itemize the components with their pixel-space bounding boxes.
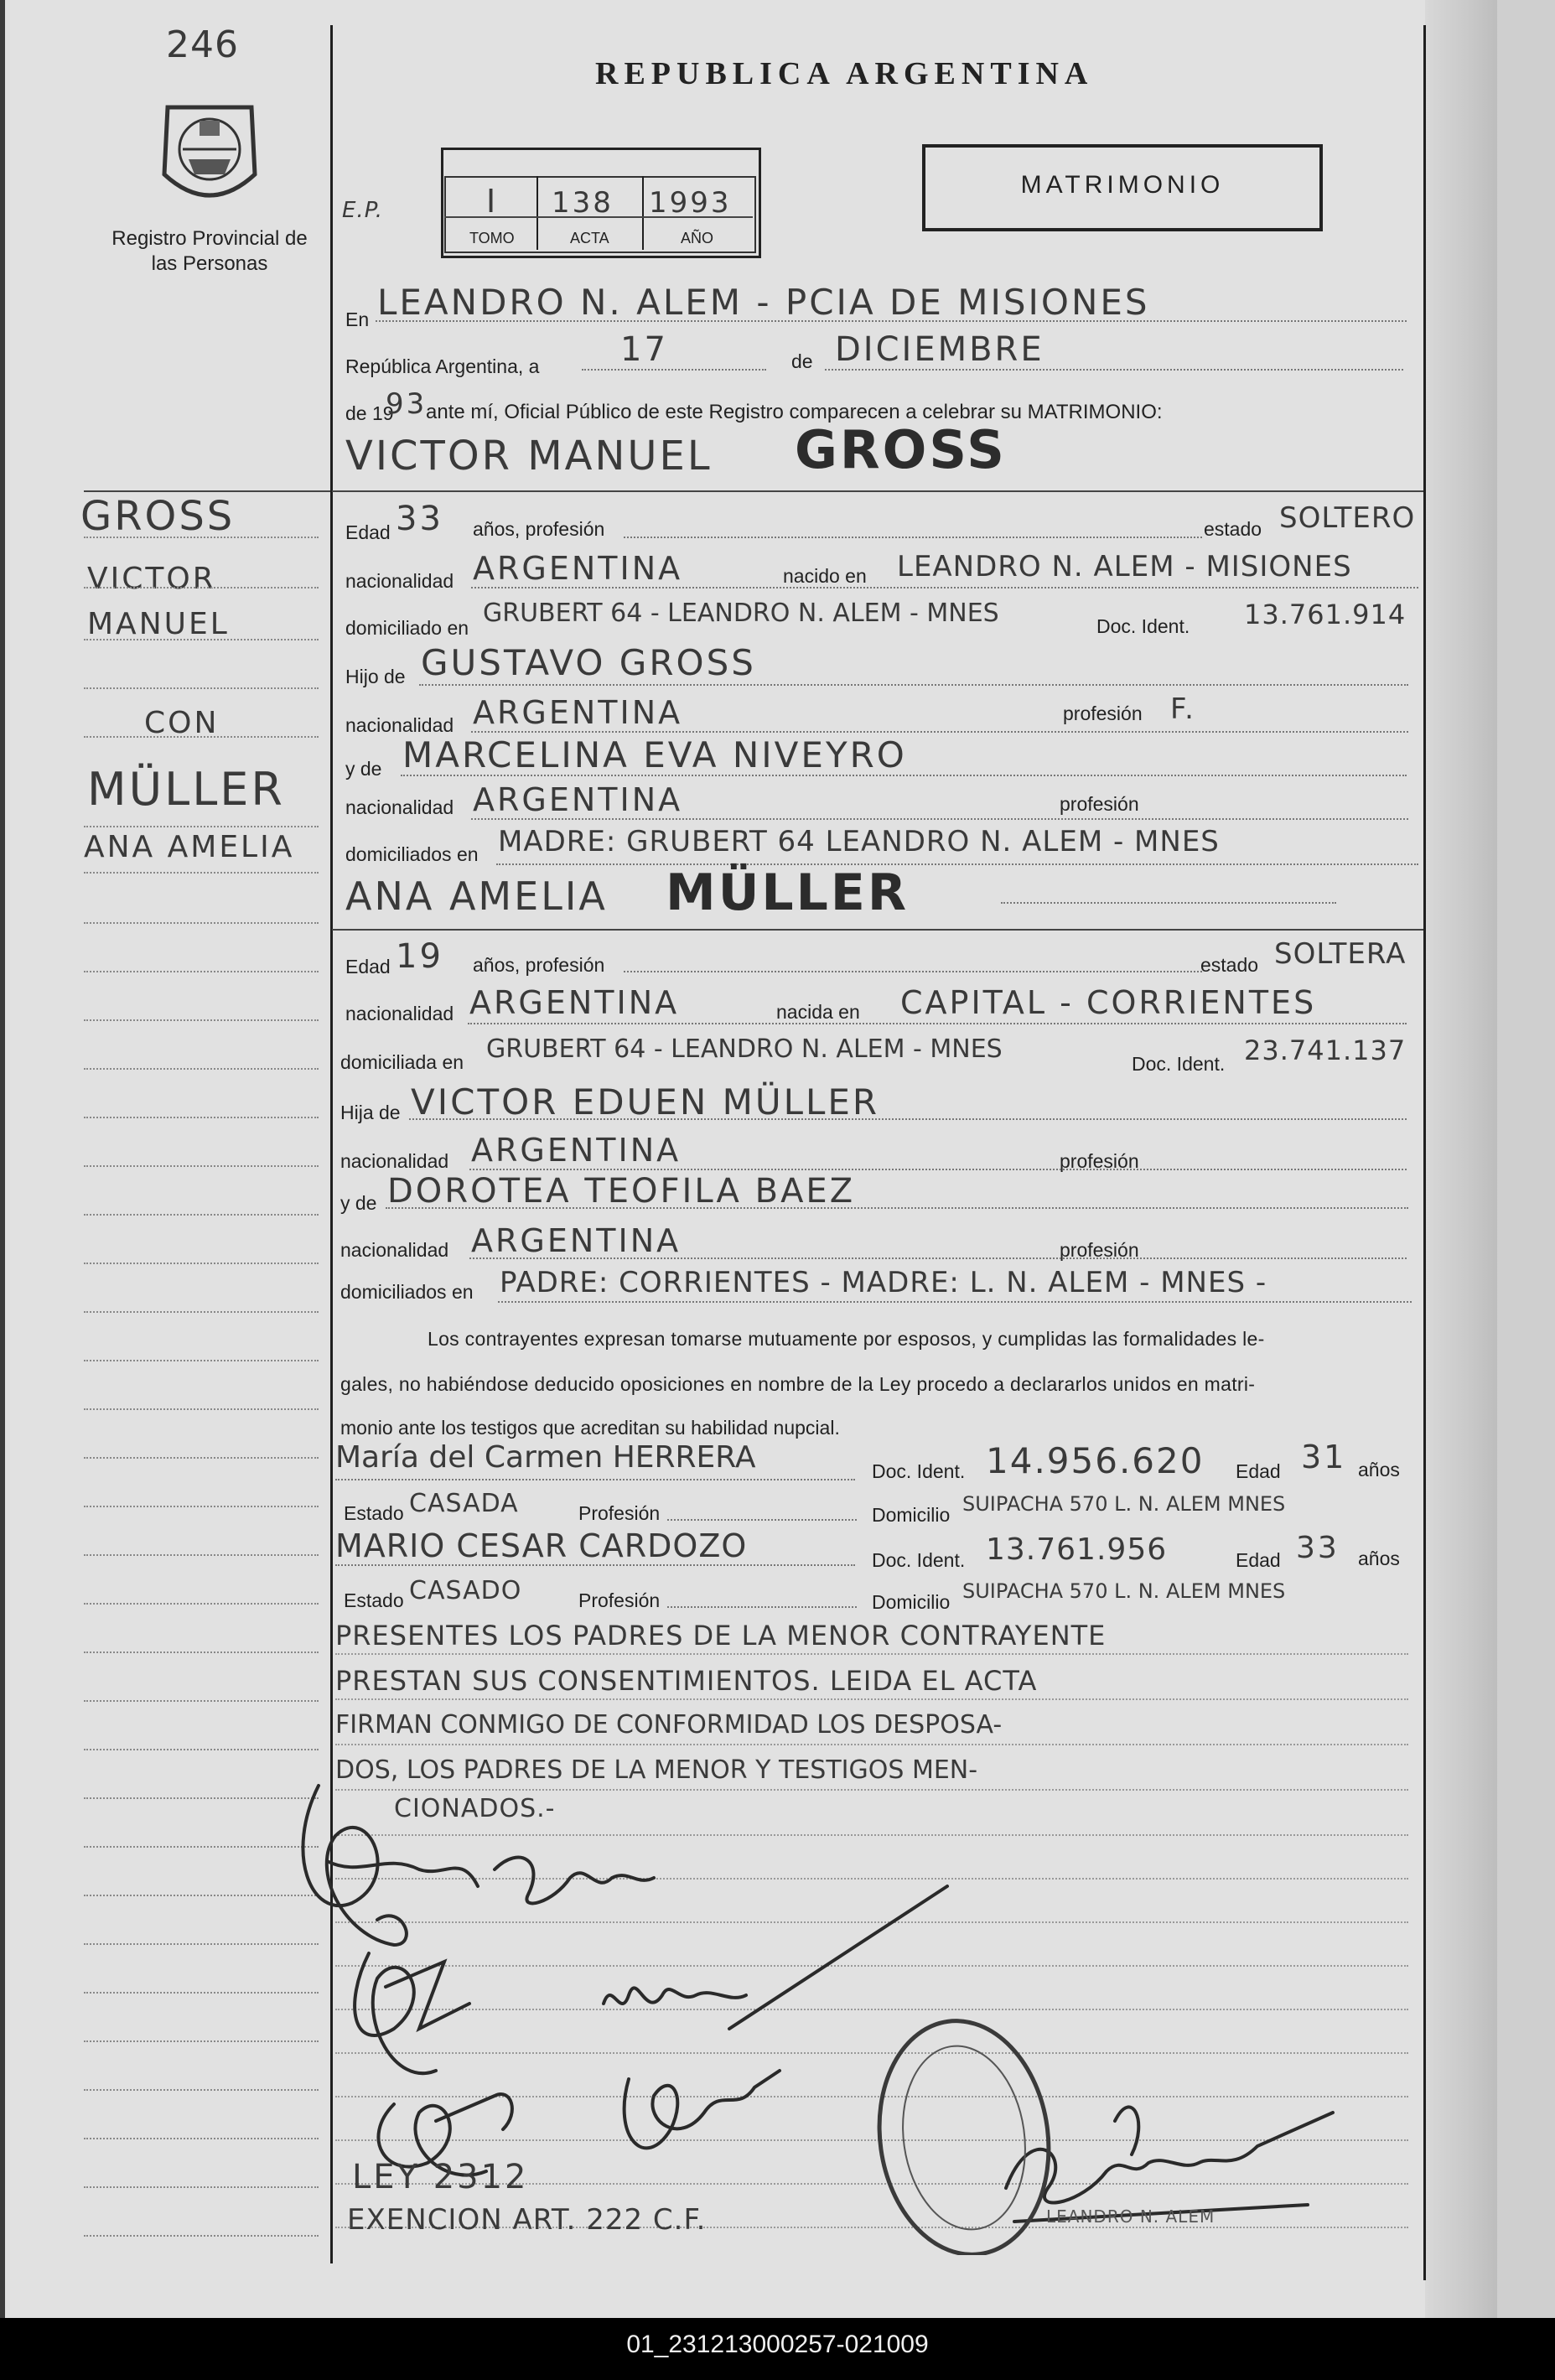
groom-parents-dom: MADRE: GRUBERT 64 LEANDRO N. ALEM - MNES xyxy=(498,825,1220,858)
bride-mother-line xyxy=(386,1207,1408,1209)
groom-mother-nac: ARGENTINA xyxy=(473,781,683,818)
witness-2-name: MARIO CESAR CARDOZO xyxy=(335,1527,748,1564)
month-line xyxy=(825,369,1403,371)
intro-text: ante mí, Oficial Público de este Registro comparecen a celebrar su MATRIMONIO: xyxy=(426,401,1163,423)
tomo-value: I xyxy=(486,183,499,220)
bride-parents-dom: PADRE: CORRIENTES - MADRE: L. N. ALEM - MNES - xyxy=(500,1266,1267,1299)
bride-profesion-line xyxy=(624,971,1202,972)
bride-mother: DOROTEA TEOFILA BAEZ xyxy=(387,1172,856,1211)
bride-father-prof-label: profesión xyxy=(1060,1150,1139,1172)
margin-bride-surname: MÜLLER xyxy=(87,763,285,816)
groom-domicilio: GRUBERT 64 - LEANDRO N. ALEM - MNES xyxy=(483,599,999,628)
day-value: 17 xyxy=(620,330,668,369)
note-line-4: DOS, LOS PADRES DE LA MENOR Y TESTIGOS MEN- xyxy=(335,1755,978,1785)
margin-line xyxy=(84,922,319,924)
bride-doc: 23.741.137 xyxy=(1244,1034,1407,1066)
margin-rule xyxy=(84,490,330,492)
bride-yde-label: y de xyxy=(340,1192,377,1214)
witness-2-doc-label: Doc. Ident. xyxy=(872,1549,966,1571)
groom-father-nac: ARGENTINA xyxy=(473,694,683,731)
groom-estado: SOLTERO xyxy=(1279,501,1416,535)
margin-line xyxy=(84,1311,319,1313)
bride-mother-nac-line xyxy=(469,1257,1407,1259)
margin-bride-name: ANA AMELIA xyxy=(84,830,295,864)
page-number: 246 xyxy=(166,23,239,66)
groom-nacionalidad: ARGENTINA xyxy=(473,550,683,587)
bride-father-nac-label: nacionalidad xyxy=(340,1150,449,1172)
country-title: REPUBLICA ARGENTINA xyxy=(595,56,1094,91)
next-page-edge xyxy=(1497,0,1555,2318)
groom-hijo-label: Hijo de xyxy=(345,666,406,687)
margin-line xyxy=(84,1408,319,1410)
record-type: MATRIMONIO xyxy=(1020,171,1225,199)
groom-estado-label: estado xyxy=(1204,518,1262,540)
groom-father-nac-label: nacionalidad xyxy=(345,714,454,736)
margin-line xyxy=(84,1749,319,1750)
place-line xyxy=(376,320,1407,322)
witness-2-profesion-label: Profesión xyxy=(578,1589,661,1611)
margin-line xyxy=(84,639,319,640)
groom-father: GUSTAVO GROSS xyxy=(421,642,756,683)
margin-line xyxy=(84,537,319,538)
groom-yde-label: y de xyxy=(345,758,382,780)
margin-line xyxy=(84,1457,319,1459)
witness-2-profesion-line xyxy=(667,1606,857,1608)
witness-2-estado: CASADO xyxy=(409,1576,522,1605)
witness-1-estado-label: Estado xyxy=(344,1502,404,1524)
groom-full-name: VICTOR MANUEL xyxy=(345,433,713,480)
acta-label: ACTA xyxy=(570,230,609,246)
witness-1-doc: 14.956.620 xyxy=(986,1440,1205,1481)
tomo-label: TOMO xyxy=(469,230,515,246)
note-line-5: CIONADOS.- xyxy=(394,1794,556,1823)
de-label: de xyxy=(791,350,813,372)
groom-doc-label: Doc. Ident. xyxy=(1096,615,1190,637)
bride-edad: 19 xyxy=(396,937,443,976)
margin-line xyxy=(84,1214,319,1216)
margin-groom-surname: GROSS xyxy=(80,493,236,540)
page-binding xyxy=(1425,0,1497,2318)
right-column-border xyxy=(1423,25,1426,2280)
witness-1-profesion-label: Profesión xyxy=(578,1502,661,1524)
ano-label: AÑO xyxy=(681,230,714,246)
bride-mother-prof-label: profesión xyxy=(1060,1239,1139,1261)
body-line xyxy=(335,1653,1408,1655)
footer-code: 01_231213000257-021009 xyxy=(626,2331,929,2358)
bride-anos-profesion: años, profesión xyxy=(473,954,605,976)
note-line-2: PRESTAN SUS CONSENTIMIENTOS. LEIDA EL ACTA xyxy=(335,1665,1038,1697)
margin-line xyxy=(84,687,319,689)
record-box-divider xyxy=(536,176,538,250)
margin-line xyxy=(84,1700,319,1702)
witness-1-domicilio: SUIPACHA 570 L. N. ALEM MNES xyxy=(962,1492,1286,1516)
witness-1-profesion-line xyxy=(667,1519,857,1521)
bride-domicilio-label: domiciliada en xyxy=(340,1051,464,1073)
record-box-divider xyxy=(642,176,644,250)
republica-label: República Argentina, a xyxy=(345,355,540,377)
witness-1-line xyxy=(335,1479,855,1480)
bride-edad-label: Edad xyxy=(345,956,391,977)
declaration-line-2: gales, no habiéndose deducido oposiciones en nombre de la Ley procedo a declararlos unidos en matri- xyxy=(340,1373,1256,1395)
margin-line xyxy=(84,736,319,738)
witness-2-edad: 33 xyxy=(1296,1531,1340,1565)
witness-1-domicilio-label: Domicilio xyxy=(872,1504,951,1526)
groom-mother-nac-label: nacionalidad xyxy=(345,796,454,818)
groom-header-rule xyxy=(332,490,1423,492)
margin-line xyxy=(84,1506,319,1507)
margin-line xyxy=(84,971,319,972)
witness-1-edad: 31 xyxy=(1301,1439,1347,1475)
witness-1-anos-label: años xyxy=(1358,1459,1400,1480)
margin-line xyxy=(84,1554,319,1556)
bride-mother-nac: ARGENTINA xyxy=(471,1222,682,1259)
groom-edad-label: Edad xyxy=(345,521,391,543)
groom-mother-nac-line xyxy=(471,818,1408,820)
declaration-line-3: monio ante los testigos que acreditan su habilidad nupcial. xyxy=(340,1417,840,1439)
ano-value: 1993 xyxy=(649,186,732,220)
groom-doc: 13.761.914 xyxy=(1244,599,1407,630)
groom-surname: GROSS xyxy=(795,419,1007,480)
margin-line xyxy=(84,1068,319,1070)
witness-1-doc-label: Doc. Ident. xyxy=(872,1460,966,1482)
groom-father-nac-line xyxy=(471,731,1408,733)
body-line xyxy=(335,1744,1408,1745)
en-label: En xyxy=(345,309,370,330)
groom-father-line xyxy=(419,684,1408,686)
note-line-1: PRESENTES LOS PADRES DE LA MENOR CONTRAYENTE xyxy=(335,1620,1107,1651)
year-prefix: de 19 xyxy=(345,402,394,424)
margin-line xyxy=(84,587,319,589)
year-suffix: 93 xyxy=(386,387,428,421)
bride-domicilio: GRUBERT 64 - LEANDRO N. ALEM - MNES xyxy=(486,1034,1003,1064)
bride-nacida-label: nacida en xyxy=(776,1001,860,1023)
declaration-line-1: Los contrayentes expresan tomarse mutuamente por esposos, y cumplidas las formalidades le- xyxy=(428,1328,1265,1350)
bride-surname: MÜLLER xyxy=(666,863,910,922)
margin-line xyxy=(84,1263,319,1264)
bride-name: ANA AMELIA xyxy=(345,874,608,919)
bride-father: VICTOR EDUEN MÜLLER xyxy=(411,1081,880,1123)
witness-1-name: María del Carmen HERRERA xyxy=(335,1440,756,1475)
bride-doc-label: Doc. Ident. xyxy=(1132,1053,1226,1075)
bride-hija-label: Hija de xyxy=(340,1102,401,1123)
body-line xyxy=(335,1698,1408,1700)
margin-line xyxy=(84,1019,319,1021)
place-value: LEANDRO N. ALEM - PCIA DE MISIONES xyxy=(377,282,1150,323)
margin-line xyxy=(84,1165,319,1167)
note-line-3: FIRMAN CONMIGO DE CONFORMIDAD LOS DESPOSA- xyxy=(335,1710,1003,1740)
witness-2-anos-label: años xyxy=(1358,1548,1400,1569)
groom-nacido-line xyxy=(471,587,1418,589)
margin-line xyxy=(84,1651,319,1653)
groom-father-prof-label: profesión xyxy=(1063,703,1143,724)
record-prefix: E.P. xyxy=(342,198,384,223)
groom-domicilio-label: domiciliado en xyxy=(345,617,469,639)
bride-estado-label: estado xyxy=(1200,954,1259,976)
groom-parents-dom-line xyxy=(496,863,1418,865)
bride-nacida-line xyxy=(468,1023,1407,1024)
witness-1-estado: CASADA xyxy=(409,1489,519,1518)
bride-parents-dom-line xyxy=(498,1301,1412,1303)
witness-2-line xyxy=(335,1564,855,1566)
bride-father-line xyxy=(409,1118,1407,1120)
bride-father-nac-line xyxy=(469,1169,1407,1170)
stamp-text: LEANDRO N. ALEM xyxy=(1046,2206,1215,2227)
margin-groom-name2: MANUEL xyxy=(87,607,230,641)
witness-2-domicilio-label: Domicilio xyxy=(872,1591,951,1613)
groom-nacido: LEANDRO N. ALEM - MISIONES xyxy=(897,550,1352,583)
margin-line xyxy=(84,1603,319,1605)
groom-mother: MARCELINA EVA NIVEYRO xyxy=(402,734,907,775)
bride-mother-nac-label: nacionalidad xyxy=(340,1239,449,1261)
bride-nacionalidad: ARGENTINA xyxy=(469,984,680,1021)
day-line xyxy=(582,369,766,371)
bride-estado: SOLTERA xyxy=(1274,937,1407,971)
witness-2-edad-label: Edad xyxy=(1236,1549,1281,1571)
bride-header-rule xyxy=(332,929,1423,931)
provincial-seal-icon xyxy=(151,91,268,216)
margin-line xyxy=(84,826,319,827)
groom-edad: 33 xyxy=(396,500,443,538)
witness-2-domicilio: SUIPACHA 570 L. N. ALEM MNES xyxy=(962,1579,1286,1603)
bride-nacida: CAPITAL - CORRIENTES xyxy=(900,984,1317,1021)
bride-father-nac: ARGENTINA xyxy=(471,1132,682,1169)
groom-father-prof: F. xyxy=(1170,692,1196,726)
month-value: DICIEMBRE xyxy=(835,330,1044,369)
bride-nacionalidad-label: nacionalidad xyxy=(345,1003,454,1024)
acta-value: 138 xyxy=(552,186,614,220)
groom-profesion-line xyxy=(624,537,1202,538)
groom-parents-dom-label: domiciliados en xyxy=(345,843,479,865)
margin-con: CON xyxy=(144,706,220,740)
groom-nacionalidad-label: nacionalidad xyxy=(345,570,454,592)
witness-2-doc: 13.761.956 xyxy=(986,1532,1168,1567)
bride-parents-dom-label: domiciliados en xyxy=(340,1281,474,1303)
registry-name: Registro Provincial de las Personas xyxy=(111,227,308,275)
margin-groom-name1: VICTOR xyxy=(87,562,216,596)
ley-note: LEY 2312 xyxy=(352,2158,529,2196)
witness-2-estado-label: Estado xyxy=(344,1589,404,1611)
groom-mother-line xyxy=(401,775,1407,776)
groom-mother-prof-label: profesión xyxy=(1060,793,1139,815)
margin-line xyxy=(84,1360,319,1361)
exencion-note: EXENCION ART. 222 C.F. xyxy=(347,2203,707,2237)
groom-nacido-label: nacido en xyxy=(783,565,867,587)
witness-1-edad-label: Edad xyxy=(1236,1460,1281,1482)
bride-name-line xyxy=(1001,902,1336,904)
groom-anos-profesion: años, profesión xyxy=(473,518,605,540)
margin-line xyxy=(84,872,319,874)
margin-line xyxy=(84,1117,319,1118)
